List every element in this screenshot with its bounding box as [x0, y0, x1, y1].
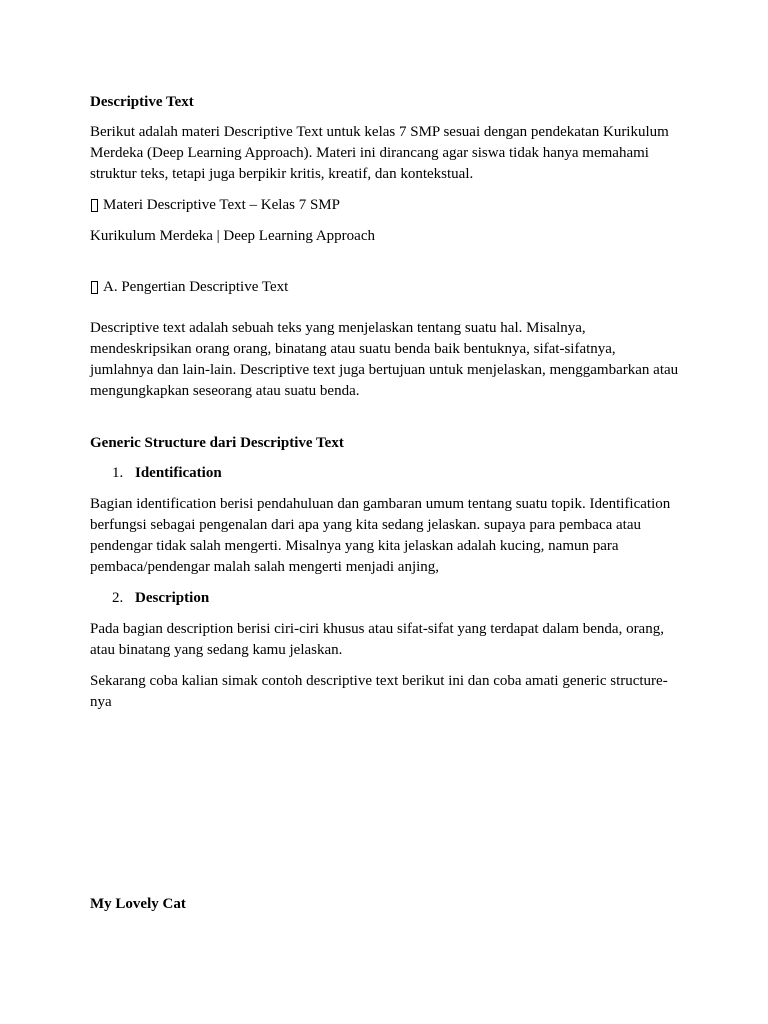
spacer — [90, 257, 680, 277]
structure-item-identification — [90, 463, 680, 484]
spacer — [90, 412, 680, 433]
structure-item-description — [90, 588, 680, 609]
list-number: 1. — [112, 465, 124, 481]
materi-heading: Materi Descriptive Text – Kelas 7 SMP — [103, 197, 340, 213]
description-paragraph: Pada bagian description berisi ciri-ciri khusus atau sifat-sifat yang terdapat dalam benda, orang, atau binatang yang sedang kamu jelaskan. — [90, 621, 664, 658]
closing-paragraph: Sekarang coba kalian simak contoh descriptive text berikut ini dan coba amati generic structure-nya — [90, 673, 668, 710]
definition-paragraph: Descriptive text adalah sebuah teks yang menjelaskan tentang suatu hal. Misalnya, mendeskripsikan orang orang, binatang atau suatu benda baik bentuknya, sifat-sifatnya, jumlahnya dan lain-lain. Descriptive text juga bertujuan untuk menjelaskan, menggambarkan atau mengungkapkan seseorang atau suatu benda. — [90, 320, 679, 399]
missing-glyph-icon — [91, 281, 98, 294]
story-title: My Lovely Cat — [90, 896, 186, 912]
list-number: 2. — [112, 590, 124, 606]
document-title: Descriptive Text — [90, 94, 194, 110]
structure-heading: Generic Structure dari Descriptive Text — [90, 435, 344, 451]
section-a-heading: A. Pengertian Descriptive Text — [103, 279, 289, 295]
identification-paragraph: Bagian identification berisi pendahuluan dan gambaran umum tentang suatu topik. Identification berfungsi sebagai pengenalan dari apa yang kita sedang jelaskan. supaya para pembaca atau pendengar tidak salah mengerti. Misalnya yang kita jelaskan adalah kucing, namun para pembaca/pendengar malah salah mengerti menjadi anjing, — [90, 496, 671, 575]
list-label: Description — [135, 590, 210, 606]
document-content — [90, 92, 680, 723]
intro-paragraph: Berikut adalah materi Descriptive Text untuk kelas 7 SMP sesuai dengan pendekatan Kurikulum Merdeka (Deep Learning Approach). Materi ini dirancang agar siswa tidak hanya memahami struktur teks, tetapi juga berpikir kritis, kreatif, dan kontekstual. — [90, 124, 669, 182]
section-a-heading-line — [90, 277, 680, 298]
curriculum-subheading: Kurikulum Merdeka | Deep Learning Approach — [90, 228, 375, 244]
missing-glyph-icon — [91, 199, 98, 212]
materi-heading-line — [90, 195, 680, 216]
list-label: Identification — [135, 465, 222, 481]
